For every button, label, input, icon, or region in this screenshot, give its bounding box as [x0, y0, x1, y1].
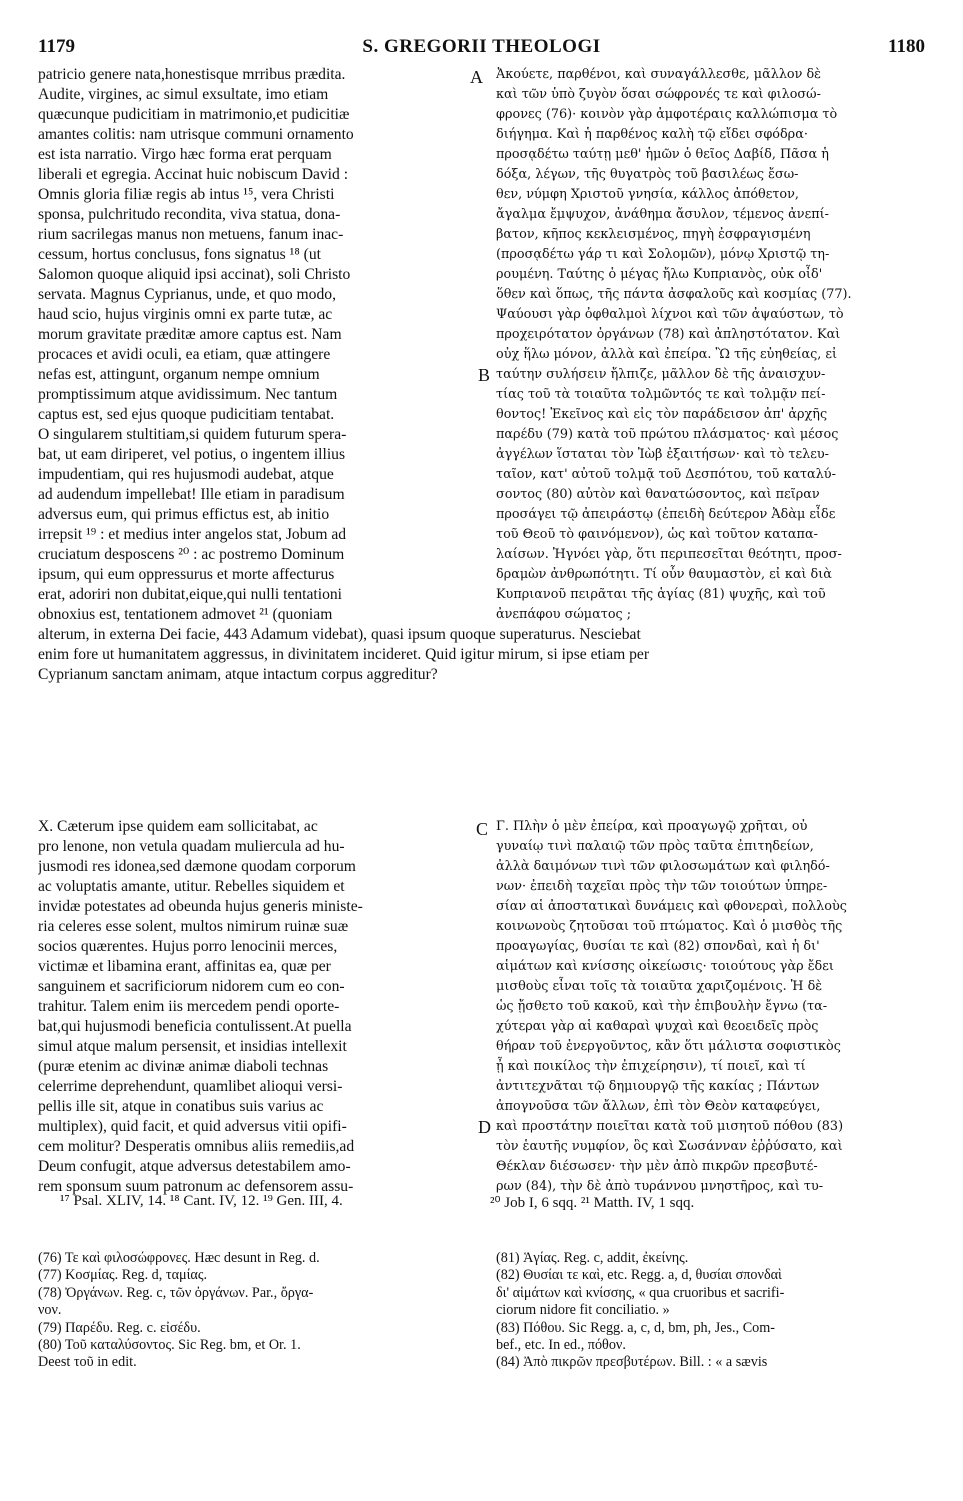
greek-text-line: προαγωγίας, θυσίαι τε καὶ (82) σπονδαὶ, καὶ ἡ δι' — [496, 939, 820, 954]
full-width-passage — [38, 625, 928, 685]
greek-text-line: νων· ἐπειδὴ ταχεῖαι πρὸς τὴν τῶν τοιούτων ὑπηρε- — [496, 879, 828, 894]
full-width-text-line: enim fore ut humanitatem aggressus, in divinitatem incideret. Quid igitur mirum, si ipse etiam per — [38, 646, 650, 663]
greek-text-line: λαίσων. Ἠγνόει γὰρ, ὅτι περιπεσεῖται θεότητι, προσ- — [496, 547, 842, 562]
full-width-text-line: Cyprianum sanctam animam, atque intactum corpus aggreditur? — [38, 666, 438, 683]
critical-note-line: (79) Παρέδυ. Reg. c. εἰσέδυ. — [38, 1319, 201, 1336]
page-number-left: 1179 — [38, 36, 75, 57]
latin-text-line: Salomon quoque aliquid ipsi accinat), soli Christo — [38, 266, 351, 283]
greek-text-line: ἀγγέλων ἵσταται τὸν Ἰὼβ ἐξαιτήσων· καὶ τὸ τελευ- — [496, 447, 829, 462]
greek-text-line: αἱμάτων καὶ κνίσσης οἰκείωσις· τοιούτους γὰρ ἔδει — [496, 959, 834, 974]
greek-text-line: ἄγαλμα ἔμψυχον, ἀνάθημα ἄσυλον, τέμενος ἀνεπί- — [496, 207, 829, 222]
greek-text-line: δραμὼν ἀνθρωπότητι. Τί οὖν θαυμαστὸν, εἰ καὶ διὰ — [496, 567, 832, 582]
latin-text-line: procaces et avidi oculi, ea etiam, quæ attingere — [38, 346, 331, 363]
latin-text-line: Deum confugit, atque adversus detestabilem amo- — [38, 1158, 351, 1175]
latin-text-line: ad audendum impellebat! Ille etiam in paradisum — [38, 486, 345, 503]
greek-text-line: θεν, νύμφη Χριστοῦ γνησία, κάλλος ἀπόθετον, — [496, 187, 799, 202]
greek-text-line: τίας τοῦ τὰ τοιαῦτα τολμῶντός τε καὶ τολμᾷν πεί- — [496, 387, 826, 402]
latin-text-line: cem molitur? Desperatis omnibus aliis remediis,ad — [38, 1138, 355, 1155]
critical-notes-right — [496, 1250, 928, 1372]
critical-note-line: (82) Θυσίαι τε καὶ, etc. Regg. a, d, θυσίαι σπονδαὶ — [496, 1267, 782, 1284]
greek-text-line: καὶ τῶν ὑπὸ ζυγὸν ὅσαι σώφρονές τε καὶ φιλοσώ- — [496, 87, 821, 102]
greek-text-line: μισθοὺς εἶναι τοῖς τὰ τοιαῦτα χαριζομένοις. Ἡ δὲ — [496, 979, 823, 994]
greek-text-line: σοντος (80) αὐτὸν καὶ θανατώσοντος, καὶ πεῖραν — [496, 487, 820, 502]
greek-text-line: τὸν ἑαυτῆς νυμφίον, ὃς καὶ Σωσάνναν ἐῤῥύσατο, καὶ — [496, 1139, 843, 1154]
latin-text-line: quæcunque pudicitiam in matrimonio,et pudicitiæ — [38, 106, 350, 123]
latin-column-top — [38, 65, 468, 625]
latin-text-line: (puræ etenim ac divinæ animæ diaboli technas — [38, 1058, 329, 1075]
greek-text-line: ρουμένη. Ταύτης ὁ μέγας ἤλω Κυπριανὸς, οὐκ οἶδ' — [496, 267, 823, 282]
greek-text-line: φρονες (76)· κοινὸν γὰρ ἀμφοτέραις καλλώπισμα τὸ — [496, 107, 838, 122]
latin-text-line: impudentiam, qui res hujusmodi audebat, atque — [38, 466, 334, 483]
latin-text-line: pro lenone, non vetula quadam muliercula ad hu- — [38, 838, 345, 855]
greek-text-line: Κυπριανοῦ πειρᾶται τῆς ἁγίας (81) ψυχῆς, καὶ τοῦ — [496, 587, 826, 602]
greek-text-line: σίαν αἱ ἀποστατικαὶ δυνάμεις καὶ φθονεραὶ, πολλοὺς — [496, 899, 847, 914]
latin-text-line: sponsa, pulchritudo recondita, viva statua, dona- — [38, 206, 341, 223]
latin-text-line: cessum, hortus conclusus, fons signatus ¹⁸ (ut — [38, 246, 321, 263]
critical-note-line: ciorum nidore fit conciliatio. » — [496, 1302, 670, 1319]
greek-text-line: ἀνεπάφου σώματος ; — [496, 607, 632, 622]
footnote-references-right: ²⁰ Job I, 6 sqq. ²¹ Matth. IV, 1 sqq. — [490, 1195, 695, 1211]
latin-text-line: patricio genere nata,honestisque mrribus prædita. — [38, 66, 346, 83]
latin-text-line: Audite, virgines, ac simul exsultate, imo etiam — [38, 86, 329, 103]
greek-text-line: Θέκλαν διέσωσεν· τὴν μὲν ἀπὸ πικρῶν πρεσβυτέ- — [496, 1159, 818, 1174]
greek-text-line: παρέδυ (79) κατὰ τοῦ πρώτου πλάσματος· καὶ μέσος — [496, 427, 839, 442]
latin-text-line: O singularem stultitiam,si quidem futurum spera- — [38, 426, 347, 443]
greek-text-line: κοινωνοὺς ζητοῦσαι τοῦ πτώματος. Καὶ ὁ μισθὸς τῆς — [496, 919, 843, 934]
critical-note-line: (81) Ἁγίας. Reg. c, addit, ἐκείνης. — [496, 1250, 689, 1266]
greek-text-line: θήραν τοῦ ἐνεργοῦντος, κἂν ὅτι μάλιστα σοφιστικὸς — [496, 1039, 841, 1054]
latin-text-line: pellis ille sit, atque in conatibus suis varius ac — [38, 1098, 324, 1115]
page-number-right: 1180 — [888, 36, 925, 57]
margin-letter-a: A — [470, 67, 483, 87]
critical-note-line: νον. — [38, 1302, 62, 1319]
latin-text-line: liberali et egregia. Accinat huic nobiscum David : — [38, 166, 349, 183]
latin-text-line: simul atque malum persensit, et insidias intellexit — [38, 1038, 347, 1055]
latin-text-line: adversus eum, qui primus effictus est, ab initio — [38, 506, 330, 523]
margin-letter-d: D — [478, 1117, 491, 1137]
latin-text-line: captus est, sed ejus quoque pudicitiam tentabat. — [38, 406, 335, 423]
latin-text-line: trahitur. Talem enim iis mercedem pendi oporte- — [38, 998, 340, 1015]
latin-text-line: irrepsit ¹⁹ : et medius inter angelos stat, Jobum ad — [38, 526, 347, 543]
greek-text-line: καὶ προστάτην ποιεῖται κατὰ τοῦ μισητοῦ πόθου (83) — [496, 1119, 844, 1134]
latin-text-line: ipsum, qui eum oppressurus et morte affecturus — [38, 566, 335, 583]
latin-text-line: Omnis gloria filiæ regis ab intus ¹⁵, vera Christi — [38, 186, 335, 203]
greek-text-line: βατον, κῆπος κεκλεισμένος, πηγὴ ἐσφραγισμένη — [496, 227, 811, 242]
latin-text-line: socios quærentes. Hujus porro lenocinii merces, — [38, 938, 338, 955]
latin-text-line: sanguinem et sacrificiorum nidorem cum eo con- — [38, 978, 345, 995]
latin-text-line: invidæ potestates ad obeunda hujus generis ministe- — [38, 898, 363, 915]
critical-note-line: Deest τοῦ in edit. — [38, 1354, 137, 1371]
greek-column-bottom — [496, 817, 928, 1197]
greek-text-line: Ἀκούετε, παρθένοι, καὶ συναγάλλεσθε, μᾶλλον δὲ — [496, 67, 822, 82]
greek-text-line: ὡς ᾔσθετο τοῦ κακοῦ, καὶ τὴν ἐπιβουλὴν ἔγνω (τα- — [496, 999, 828, 1014]
latin-text-line: nefas est, attingunt, organum nempe omnium — [38, 366, 320, 383]
latin-text-line: ria celeres esse solent, multos nimirum ruinæ suæ — [38, 918, 349, 935]
critical-note-line: (76) Τε καὶ φιλοσώφρονες. Hæc desunt in Reg. d. — [38, 1250, 320, 1266]
latin-text-line: est ista narratio. Virgo hæc forma erat perquam — [38, 146, 332, 163]
critical-note-line: (83) Πόθου. Sic Regg. a, c, d, bm, ph, Jes., Com- — [496, 1319, 776, 1336]
greek-text-line: Γ. Πλὴν ὁ μὲν ἐπείρα, καὶ προαγωγῷ χρῆται, οὐ — [496, 819, 808, 834]
full-width-text-line: alterum, in externa Dei facie, 443 Adamum videbat), quasi ipsum quoque superaturus. Nesciebat — [38, 626, 641, 643]
greek-text-line: δόξα, λέγων, τῆς θυγατρὸς τοῦ βασιλέως ἔσω- — [496, 167, 799, 182]
greek-text-line: ὅθεν καὶ ὅπως, τῆς πάντα ἀσφαλοῦς καὶ κοσμίας (77). — [496, 287, 852, 302]
greek-text-line: προσάγει τῷ ἀπειράστῳ (ἐπειδὴ δεύτερον Ἀδὰμ εἶδε — [496, 507, 836, 522]
greek-text-line: ἀλλὰ δαιμόνων τινὶ τῶν φιλοσωμάτων καὶ φιληδό- — [496, 859, 830, 874]
greek-text-line: χύτεραι γὰρ αἱ καθαραὶ ψυχαὶ καὶ θεοειδεῖς πρὸς — [496, 1019, 819, 1034]
latin-text-line: haud scio, hujus virginis omni ex parte tutæ, ac — [38, 306, 333, 323]
latin-text-line: promptissimum atque avidissimum. Nec tantum — [38, 386, 338, 403]
page-header — [38, 36, 925, 60]
critical-note-line: (77) Κοσμίας. Reg. d, ταμίας. — [38, 1267, 208, 1284]
greek-text-line: τοῦ Θεοῦ τὸ φαινόμενον), ὡς καὶ τοῦτον καταπα- — [496, 527, 818, 542]
greek-text-line: ἀντιτεχνᾶται τῷ δημιουργῷ τῆς κακίας ; Πάντων — [496, 1079, 820, 1094]
critical-note-line: bef., etc. In ed., πόθον. — [496, 1337, 626, 1354]
greek-text-line: οὐχ ἥλω μόνον, ἀλλὰ καὶ ἐπείρα. Ὢ τῆς εὐηθείας, εἰ — [496, 347, 838, 362]
latin-text-line: ac voluptatis amante, utitur. Rebelles siquidem et — [38, 878, 345, 895]
latin-text-line: amantes colitis: nam utrisque communi ornamento — [38, 126, 354, 143]
greek-text-line: διήγημα. Καὶ ἡ παρθένος καλὴ τῷ εἴδει σφόδρα· — [496, 127, 808, 142]
greek-text-line: γυναίῳ τινὶ παλαιῷ τῶν πρὸς ταῦτα ἐπιτηδείων, — [496, 839, 814, 854]
margin-letter-b: B — [478, 365, 491, 385]
critical-note-line: (78) Ὀργάνων. Reg. c, τῶν ὀργάνων. Par., ὄργα- — [38, 1284, 314, 1301]
greek-text-line: ταύτην συλήσειν ἤλπιζε, μᾶλλον δὲ τῆς ἀναισχυν- — [496, 367, 826, 382]
greek-text-line: προχειρότατον ὀργάνων (78) καὶ ἀπληστότατον. Καὶ — [496, 327, 841, 342]
latin-text-line: multiplex), quid facit, et quid adversus vitii opifi- — [38, 1118, 347, 1135]
latin-text-line: bat, ut eam diriperet, vel potius, o ingentem illius — [38, 446, 346, 463]
critical-note-line: δι' αἱμάτων καὶ κνίσσης, « qua cruoribus et sacrifi- — [496, 1284, 785, 1301]
latin-text-line: cruciatum desposcens ²⁰ : ac postremo Dominum — [38, 546, 345, 563]
latin-text-line: jusmodi res idonea,sed dæmone quodam corporum — [38, 858, 356, 875]
greek-column-top — [496, 65, 928, 625]
latin-text-line: X. Cæterum ipse quidem eam sollicitabat, ac — [38, 818, 318, 835]
critical-note-line: (84) Ἀπὸ πικρῶν πρεσβυτέρων. Bill. : « a sævis — [496, 1354, 768, 1371]
latin-column-bottom — [38, 817, 468, 1197]
greek-text-line: ἀπογνοῦσα τῶν ἄλλων, ἐπὶ τὸν Θεὸν καταφεύγει, — [496, 1099, 821, 1114]
greek-text-line: ᾖ καὶ ποικίλος τὴν ἐπιχείρησιν), τί ποιεῖ, καὶ τί — [496, 1059, 806, 1074]
latin-text-line: victimæ et libamina erant, affinitas ea, quæ per — [38, 958, 331, 975]
latin-text-line: servata. Magnus Cyprianus, unde, et quo modo, — [38, 286, 336, 303]
latin-text-line: obnoxius est, tentationem admovet ²¹ (quoniam — [38, 606, 333, 623]
latin-text-line: rium sacrilegas manus non metuens, fanum inac- — [38, 226, 344, 243]
latin-text-line: celerrime deprehendunt, quamlibet alioqui versi- — [38, 1078, 343, 1095]
greek-text-line: θοντος! Ἐκεῖνος καὶ εἰς τὸν παράδεισον ἀπ' ἀρχῆς — [496, 407, 828, 422]
greek-text-line: ρων (84), τὴν δὲ ἀπὸ τυράννου μνηστῆρος, καὶ τυ- — [496, 1179, 824, 1194]
footnote-references-left: ¹⁷ Psal. XLIV, 14. ¹⁸ Cant. IV, 12. ¹⁹ Gen. III, 4. — [60, 1193, 343, 1209]
greek-text-line: (προσᾳδέτω γάρ τι καὶ Σολομῶν), μόνῳ Χριστῷ τη- — [496, 247, 830, 262]
critical-notes-left — [38, 1250, 470, 1372]
latin-text-line: rem sponsum suum patronum ac defensorem assu- — [38, 1178, 354, 1195]
latin-text-line: morum gravitate præditæ amore captus est. Nam — [38, 326, 342, 343]
running-title: S. GREGORII THEOLOGI — [362, 36, 601, 57]
greek-text-line: ταῖον, κατ' αὐτοῦ τολμᾷ τοῦ Δεσπότου, τοῦ καταλύ- — [496, 467, 836, 482]
latin-text-line: erat, adoriri non dubitat,eique,qui nulli tentationi — [38, 586, 343, 603]
greek-text-line: προσᾳδέτω ταύτῃ μεθ' ἡμῶν ὁ θεῖος Δαβίδ, Πᾶσα ἡ — [496, 147, 829, 162]
latin-text-line: bat,qui hujusmodi beneficia contulissent.At puella — [38, 1018, 352, 1035]
margin-letter-c: C — [476, 819, 489, 839]
greek-text-line: Ψαύουσι γὰρ ὀφθαλμοὶ λίχνοι καὶ τῶν ἀψαύστων, τὸ — [496, 307, 844, 322]
critical-note-line: (80) Τοῦ καταλύσοντος. Sic Reg. bm, et Or. 1. — [38, 1337, 301, 1354]
